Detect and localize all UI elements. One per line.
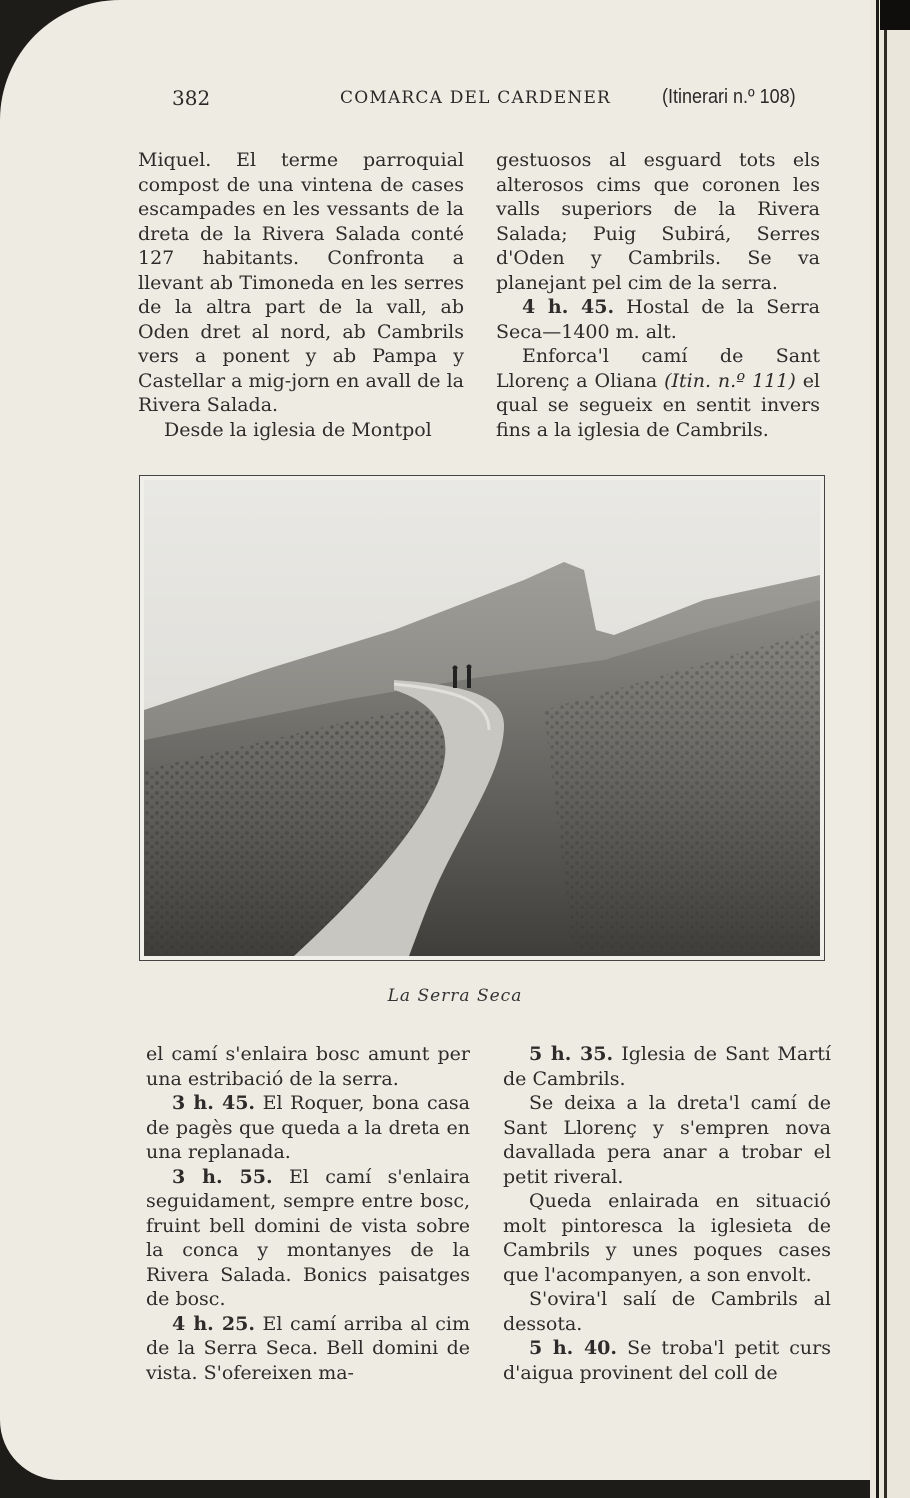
paragraph: gestuosos al esguard tots els alterosos cims que coronen les valls superiors de la Rivera Salada; Puig Subirá, Serres d'Oden y Cambrils. Se va planejant pel cim de la serra. <box>496 149 820 294</box>
top-right-column <box>496 148 820 442</box>
paragraph: S'ovira'l salí de Cambrils al dessota. <box>503 1288 831 1335</box>
paragraph-text: Iglesia de Sant Martí de Cambrils. <box>503 1043 832 1090</box>
adjacent-page-edge <box>870 0 910 1498</box>
paragraph <box>146 1091 470 1165</box>
paragraph <box>146 1312 470 1386</box>
time-marker: 3 h. 45. <box>172 1092 256 1114</box>
photo-landscape <box>144 480 820 956</box>
paragraph <box>503 1336 831 1385</box>
time-marker: 5 h. 35. <box>529 1043 614 1065</box>
paragraph: Se deixa a la dreta'l camí de Sant Llorenç y s'empren nova davallada pera anar a trobar el petit riveral. <box>503 1092 831 1188</box>
itinerary-reference: (Itinerari n.º 108) <box>662 86 796 108</box>
paragraph-text: el qual se segueix en sentit invers fins a la iglesia de Cambrils. <box>496 369 821 441</box>
paragraph-text: Enforca'l camí de Sant Llorenç a Oliana <box>496 345 820 392</box>
scan-background <box>880 0 910 30</box>
paragraph <box>146 1165 470 1312</box>
paragraph-text: El camí arriba al cim de la Serra Seca. Bell domini de vista. S'ofereixen ma- <box>146 1312 470 1384</box>
paragraph-text: El camí s'enlaira seguidament, sempre entre bosc, fruint bell domini de vista sobre la conca y montanyes de la Rivera Salada. Bonics paisatges de bosc. <box>146 1165 471 1310</box>
photograph-serra-seca <box>139 475 825 961</box>
itinerary-crossref: (Itin. n.º 111) <box>664 369 796 392</box>
time-marker: 3 h. 55. <box>172 1165 273 1188</box>
paragraph-text: Se troba'l petit curs d'aigua provinent del coll de <box>503 1337 831 1384</box>
paragraph-text: Hostal de la Serra Seca—1400 m. alt. <box>496 296 821 343</box>
page-header <box>0 86 870 116</box>
time-marker: 4 h. 25. <box>172 1312 255 1335</box>
bottom-left-column <box>146 1042 470 1385</box>
paragraph: Queda enlairada en situació molt pintoresca la iglesieta de Cambrils y unes poques cases que l'acompanyen, a son envolt. <box>503 1190 831 1286</box>
paragraph <box>503 1042 831 1091</box>
time-marker: 4 h. 45. <box>522 296 615 318</box>
paragraph-text: El Roquer, bona casa de pagès que queda a la dreta en una replanada. <box>146 1092 470 1163</box>
paragraph <box>496 344 820 442</box>
paragraph <box>496 295 820 344</box>
bottom-right-column <box>503 1042 831 1385</box>
running-title: COMARCA DEL CARDENER <box>340 88 612 108</box>
figure-caption: La Serra Seca <box>387 986 523 1006</box>
top-left-column <box>138 148 464 442</box>
paragraph: Desde la iglesia de Montpol <box>164 418 432 441</box>
page-number: 382 <box>172 86 211 110</box>
time-marker: 5 h. 40. <box>529 1337 618 1359</box>
paragraph: el camí s'enlaira bosc amunt per una estribació de la serra. <box>146 1043 470 1090</box>
paragraph: Miquel. El terme parroquial compost de una vintena de cases escampades en les vessants de la dreta de la Rivera Salada conté 127 habitants. Confronta a llevant ab Timoneda en les serres de la altra part de la vall, ab Oden dret al nord, ab Cambrils vers a ponent y ab Pampa y Castellar a mig-jorn en avall de la Rivera Salada. <box>138 149 464 416</box>
